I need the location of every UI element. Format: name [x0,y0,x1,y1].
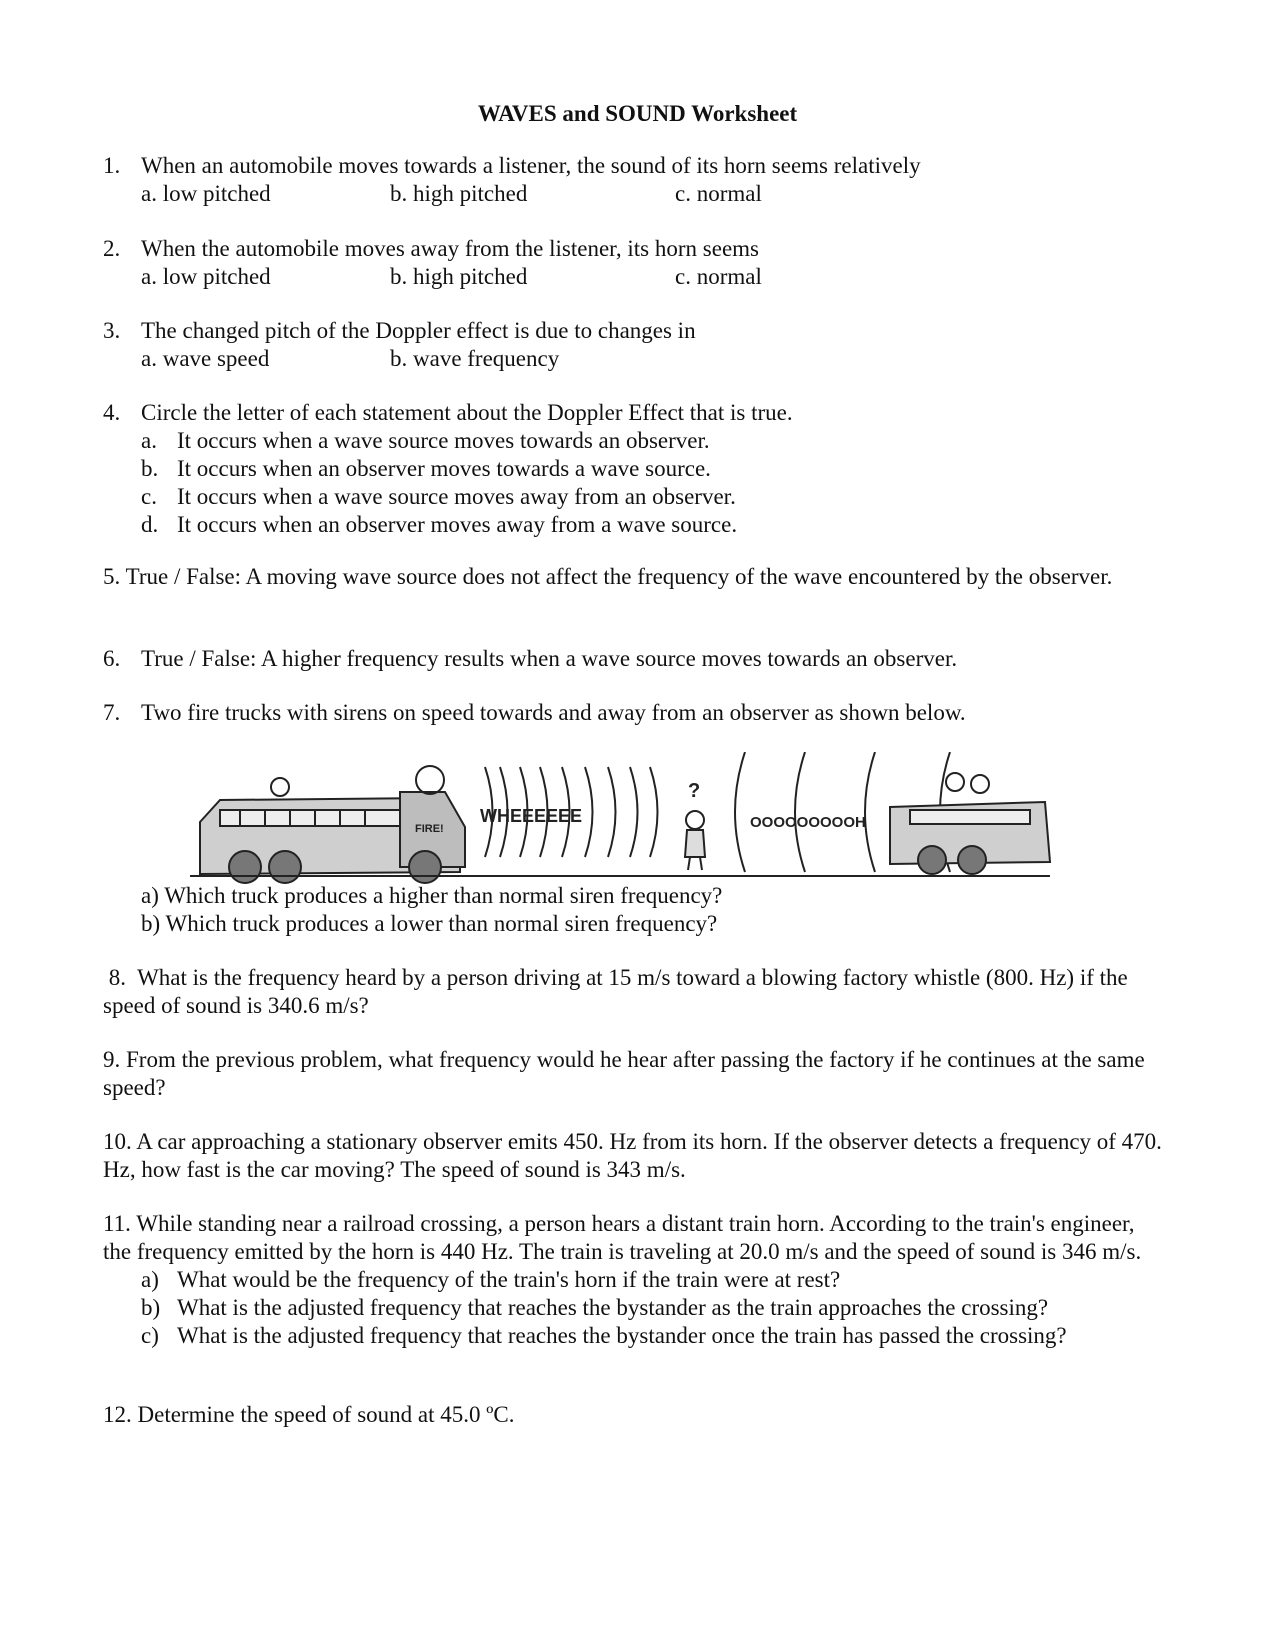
left-truck-ladder [220,810,400,826]
question-11 [103,1210,1163,1350]
question-text: When an automobile moves towards a listener, the sound of its horn seems relatively [141,153,921,178]
option-b: b. high pitched [390,181,528,206]
item-letter: d. [141,512,159,537]
question-number: 2. [103,236,121,261]
option-c: c. normal [675,181,762,206]
question-text: Circle the letter of each statement about the Doppler Effect that is true. [141,400,793,425]
wheel-icon [229,851,261,883]
question-1 [103,152,1183,208]
question-number: 7. [103,700,121,725]
wheel-icon [409,851,441,883]
question-text: 9. From the previous problem, what frequency would he hear after passing the factory if he continues at the same speed? [103,1047,1145,1100]
question-text: 5. True / False: A moving wave source does not affect the frequency of the wave encountered by the observer. [103,564,1113,589]
fire-trucks-illustration [190,752,1090,902]
statement-text: It occurs when an observer moves away from a wave source. [177,512,738,537]
item-letter: c. [141,484,157,509]
observer-icon [686,811,704,829]
part-letter: a) [141,1267,159,1292]
question-number: 6. [103,646,121,671]
part-text: What is the adjusted frequency that reaches the bystander as the train approaches the crossing? [177,1295,1049,1320]
question-5 [103,563,1113,591]
question-7 [103,699,1183,727]
wheel-icon [918,846,946,874]
page-title: WAVES and SOUND Worksheet [477,101,798,126]
question-7-parts [103,882,1183,938]
firefighter-icon [271,778,289,796]
siren-text-right: OOOOOOOOOH [750,814,866,831]
question-number: 3. [103,318,121,343]
option-a: a. wave speed [141,346,270,371]
truck-sign: FIRE! [415,823,444,835]
item-letter: a. [141,428,157,453]
part-a: a) Which truck produces a higher than normal siren frequency? [141,883,723,908]
question-8 [103,964,1163,1020]
statement-text: It occurs when a wave source moves towards an observer. [177,428,710,453]
option-b: b. wave frequency [390,346,560,371]
question-text: The changed pitch of the Doppler effect is due to changes in [141,318,696,343]
option-c: c. normal [675,264,762,289]
question-text: 12. Determine the speed of sound at 45.0 ºC. [103,1402,515,1427]
siren-wave-icon [416,766,444,794]
firefighter-icon [946,773,964,791]
option-a: a. low pitched [141,264,271,289]
part-letter: b) [141,1295,161,1320]
option-b: b. high pitched [390,264,528,289]
question-text: When the automobile moves away from the listener, its horn seems [141,236,760,261]
wheel-icon [269,851,301,883]
question-2 [103,235,1183,291]
statement-text: It occurs when an observer moves towards a wave source. [177,456,711,481]
question-3 [103,317,1183,373]
question-9 [103,1046,1163,1102]
part-letter: c) [141,1323,159,1348]
question-number: 4. [103,400,121,425]
firefighter-icon [971,775,989,793]
question-6 [103,645,1183,673]
option-a: a. low pitched [141,181,271,206]
question-text: 10. A car approaching a stationary observer emits 450. Hz from its horn. If the observer detects a frequency of 470. Hz, how fast is the car moving? The speed of sound is 343 m/s. [103,1129,1162,1182]
question-text: Two fire trucks with sirens on speed towards and away from an observer as shown below. [141,700,966,725]
siren-text-left: WHEEEEEE [480,806,583,826]
question-number: 1. [103,153,121,178]
observer-question-mark: ? [688,780,701,802]
question-12 [103,1401,1183,1429]
part-text: What is the adjusted frequency that reaches the bystander once the train has passed the crossing? [177,1323,1067,1348]
question-text: 8. What is the frequency heard by a person driving at 15 m/s toward a blowing factory whistle (800. Hz) if the speed of sound is 340.6 m/s? [103,965,1134,1018]
right-truck-ladder [910,810,1030,824]
question-4 [103,399,1183,539]
part-b: b) Which truck produces a lower than normal siren frequency? [141,911,718,936]
question-text: True / False: A higher frequency results when a wave source moves towards an observer. [141,646,958,671]
statement-text: It occurs when a wave source moves away from an observer. [177,484,736,509]
question-text: 11. While standing near a railroad crossing, a person hears a distant train horn. According to the train's engineer, the frequency emitted by the horn is 440 Hz. The train is traveling at 20.0 m/s and the speed of sound is 346 m/s. [103,1211,1142,1264]
wheel-icon [958,846,986,874]
item-letter: b. [141,456,159,481]
part-text: What would be the frequency of the train's horn if the train were at rest? [177,1267,841,1292]
question-10 [103,1128,1163,1184]
